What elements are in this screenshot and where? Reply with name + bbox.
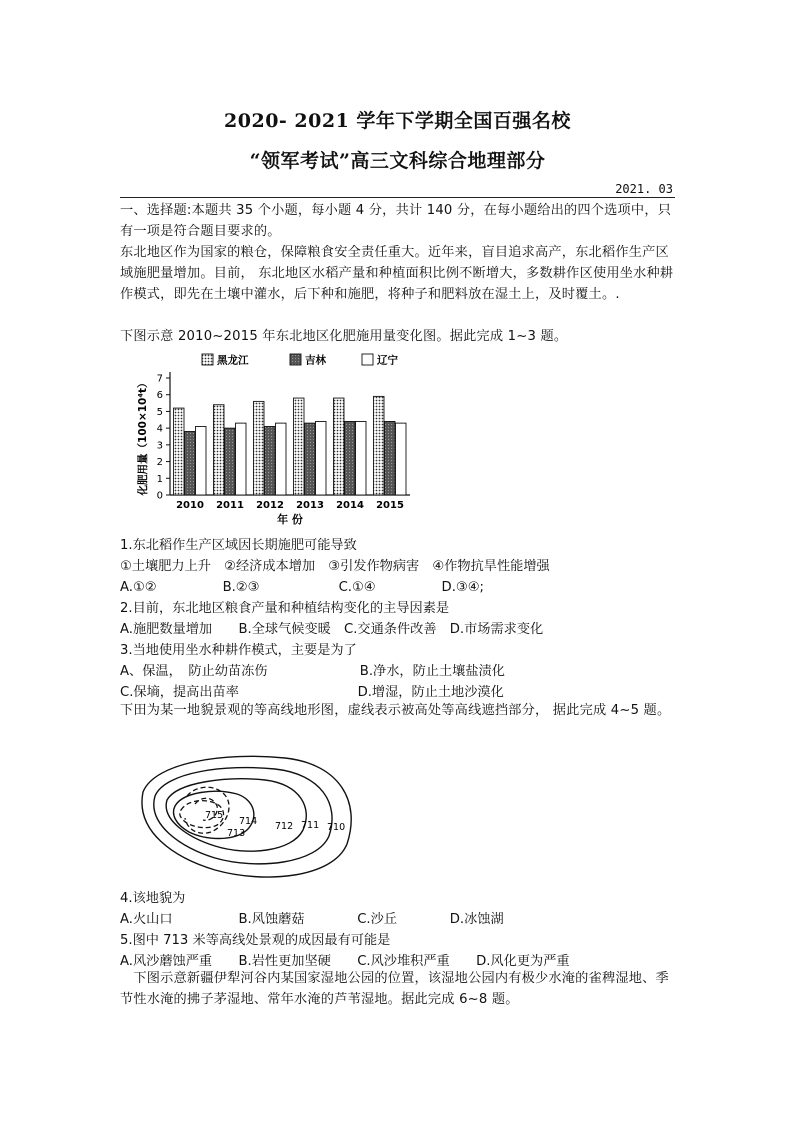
y-tick-label: 0 xyxy=(156,490,163,502)
fertilizer-chart xyxy=(120,348,465,526)
passage-1: 东北地区作为国家的粮仓，保障粮食安全责任重大。近年来，盲目追求高产，东北稻作生产区域施肥量增加。目前， 东北地区水稻产量和种植面积比例不断增大，多数耕作区使用坐水种耕作模式，即先在土壤中灌水，后下种和施肥，将种子和肥料放在湿土上，及时覆土。. xyxy=(120,245,674,302)
bar-dark-2014 xyxy=(345,421,356,495)
x-tick-label: 2010 xyxy=(176,500,204,511)
question-line: A.火山口 B.风蚀蘑菇 C.沙丘 D.冰蚀湖 xyxy=(120,912,504,927)
exam-subtitle: “领军考试”高三文科综合地理部分 xyxy=(249,150,546,172)
question-line: ①土壤肥力上升 ②经济成本增加 ③引发作物病害 ④作物抗旱性能增强 xyxy=(120,559,550,574)
bar-white-2014 xyxy=(356,421,367,495)
bar-dots-2013 xyxy=(294,398,305,495)
section-heading: 一、选择题:本题共 35 个小题，每小题 4 分，共计 140 分，在每小题给出的四个选项中，只有一项是符合题目要求的。 xyxy=(120,203,672,239)
bar-dots-2011 xyxy=(214,405,225,495)
bar-dots-2014 xyxy=(334,398,345,495)
contour-label-715: 715 xyxy=(205,810,224,821)
contour-label-710: 710 xyxy=(327,822,346,833)
question-line: C.保墒，提高出苗率 D.增湿，防止土地沙漠化 xyxy=(120,685,504,700)
x-tick-label: 2014 xyxy=(336,500,364,511)
x-axis-label: 年 份 xyxy=(277,513,303,526)
bar-white-2015 xyxy=(396,423,407,495)
question-line: 3.当地使用坐水种耕作模式，主要是为了 xyxy=(120,643,357,658)
bar-dots-2012 xyxy=(254,401,265,495)
bar-white-2011 xyxy=(236,423,247,495)
x-tick-label: 2011 xyxy=(216,500,244,511)
x-tick-label: 2012 xyxy=(256,500,284,511)
y-tick-label: 2 xyxy=(156,457,163,469)
bar-white-2013 xyxy=(316,421,327,495)
bar-white-2012 xyxy=(276,423,287,495)
y-tick-label: 4 xyxy=(156,423,163,435)
x-tick-label: 2015 xyxy=(376,500,404,511)
legend-label: 辽宁 xyxy=(377,354,398,367)
y-tick-label: 5 xyxy=(156,406,163,418)
question-line: 1.东北稻作生产区域因长期施肥可能导致 xyxy=(120,538,357,553)
header-rule xyxy=(120,197,675,198)
bar-dark-2010 xyxy=(185,431,196,495)
figure-1-caption: 下图示意 2010~2015 年东北地区化肥施用量变化图。据此完成 1~3 题。 xyxy=(120,329,568,344)
y-tick-label: 6 xyxy=(156,390,163,402)
legend-swatch-dark xyxy=(290,354,301,365)
contour-label-714: 714 xyxy=(239,816,258,827)
question-line: 4.该地貌为 xyxy=(120,891,186,906)
question-line: A.风沙蘑蚀严重 B.岩性更加坚硬 C.风沙堆积严重 D.风化更为严重 xyxy=(120,954,570,969)
bar-white-2010 xyxy=(196,426,207,495)
legend-swatch-white xyxy=(362,354,373,365)
contour-map xyxy=(135,752,365,882)
exam-date: 2021. 03 xyxy=(615,182,673,196)
y-tick-label: 7 xyxy=(156,373,163,385)
bar-dots-2015 xyxy=(374,396,385,495)
contour-label-713: 713 xyxy=(227,828,246,839)
y-axis-label: 化肥用量（100×10⁴t） xyxy=(137,377,149,496)
passage-2: 下田为某一地貌景观的等高线地形图，虚线表示被高处等高线遮挡部分， 据此完成 4~5 题。 xyxy=(120,703,671,718)
y-tick-label: 3 xyxy=(156,440,163,452)
bar-dark-2015 xyxy=(385,421,396,495)
contour-712 xyxy=(166,779,306,851)
bar-dark-2011 xyxy=(225,428,236,495)
question-line: 2.目前，东北地区粮食产量和种植结构变化的主导因素是 xyxy=(120,601,450,616)
contour-label-712: 712 xyxy=(275,821,294,832)
bar-dots-2010 xyxy=(174,408,185,495)
contour-label-711: 711 xyxy=(301,820,320,831)
bar-dark-2013 xyxy=(305,423,316,495)
question-line: A、保温， 防止幼苗冻伤 B.净水，防止土壤盐渍化 xyxy=(120,664,505,679)
question-line: A.①② B.②③ C.①④ D.③④; xyxy=(120,580,484,595)
bar-dark-2012 xyxy=(265,426,276,495)
legend-label: 黑龙江 xyxy=(217,354,249,367)
question-line: A.施肥数量增加 B.全球气候变暖 C.交通条件改善 D.市场需求变化 xyxy=(120,622,544,637)
question-line: 5.图中 713 米等高线处景观的成因最有可能是 xyxy=(120,933,391,948)
exam-title: 2020- 2021 学年下学期全国百强名校 xyxy=(224,110,571,132)
legend-label: 吉林 xyxy=(305,354,326,367)
y-tick-label: 1 xyxy=(156,473,163,485)
passage-3: 下图示意新疆伊犁河谷内某国家湿地公园的位置，该湿地公园内有极少水淹的雀稗湿地、季节性水淹的拂子茅湿地、常年水淹的芦苇湿地。据此完成 6~8 题。 xyxy=(120,971,669,1007)
x-tick-label: 2013 xyxy=(296,500,324,511)
fertilizer-chart-svg xyxy=(120,348,465,526)
contour-map-svg xyxy=(135,752,365,882)
legend-swatch-dots xyxy=(202,354,213,365)
